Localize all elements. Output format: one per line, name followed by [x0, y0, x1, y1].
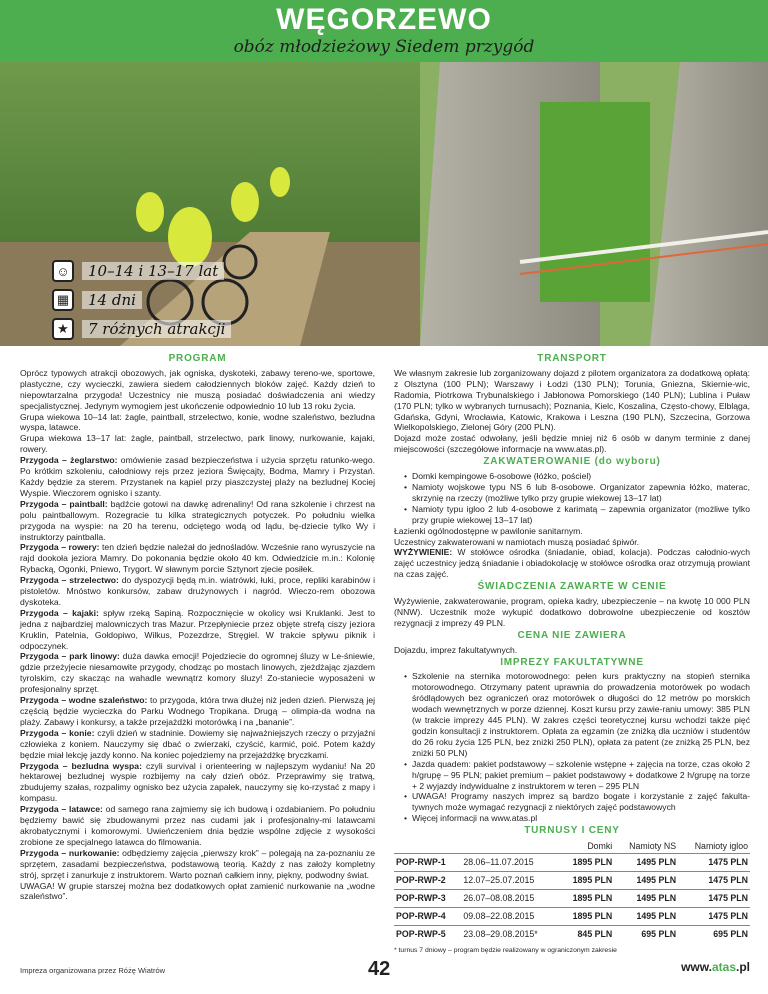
list-item: • Domki kempingowe 6-osobowe (łóżko, pościel) — [404, 471, 750, 482]
program-item-label: Przygoda – żeglarstwo: — [20, 455, 118, 466]
fact-duration-text: 14 dni — [82, 291, 142, 309]
program-item-text: duża dawka emocji! Pojedziecie do ogromnej śluzy w Le-śniewie, gdzie przeżyjecie niesamowite przygody, chodząc po mostach linowych, zjeżdżając zjazdem tyrolskim, czy skacząc na wahadle wewnątrz komory śluzy! Zo-staniecie wyposażeni w profesjonalny sprzęt. — [20, 651, 376, 695]
program-item-label: Przygoda – kajaki: — [20, 607, 99, 618]
turns-table — [394, 840, 750, 942]
excluded-heading: CENA NIE ZAWIERA — [517, 629, 627, 641]
table-row — [394, 889, 750, 907]
program-item-label: Przygoda – paintball: — [20, 498, 108, 509]
table-header-row — [394, 840, 750, 853]
included-heading: ŚWIADCZENIA ZAWARTE W CENIE — [477, 581, 667, 593]
program-group-younger: Grupa wiekowa 10–14 lat: żagle, paintball, strzelectwo, konie, wodne szaleństwo, bezludna wyspa, latawce. — [20, 411, 375, 433]
list-item: • Namioty typu igloo 2 lub 4-osobowe z karimatą – zapewnia organizator (możliwe tylko przy grupie wiekowej 13–17 lat) — [404, 504, 750, 526]
program-item — [20, 608, 375, 652]
program-item — [20, 455, 375, 499]
turn-dates: 23.08–29.08.2015* — [461, 925, 559, 942]
turn-code: POP-RWP-4 — [394, 907, 461, 925]
included-text: Wyżywienie, zakwaterowanie, program, opieka kadry, ubezpieczenie – na kwotę 10 000 PLN (NNW). Uczestnik może wykupić dodatkowo dobrowolne ubezpieczenie od kosztów rezygnacji z imprezy 49 PLN. — [394, 596, 750, 628]
page-subtitle: obóz młodzieżowy Siedem przygód — [233, 37, 535, 57]
program-intro: Oprócz typowych atrakcji obozowych, jak ogniska, dyskoteki, zabawy tereno-we, sportowe, plastyczne, czy wycieczki, zawiera siedem całodziennych bloków zajęć. Każdy dzień to niepowtarzalna przygoda! Uczestnicy nie muszą posiadać doświadczenia ani wiedzy specjalistycznej. Jedynym wymogiem jest ukończenie odpowiednio 10 lub 13 roku życia. — [20, 367, 375, 411]
program-item-text: to przygoda, która trwa dłużej niż jeden dzień. Pierwszą jej częścią będzie wycieczka do Parku Wodnego Tropikana. Drugą – olimpia-da wodna na plaży. Zabawy i konkursy, a także przejażdżki motorówką i na „bananie”. — [20, 695, 376, 727]
program-item-label: Przygoda – wodne szaleństwo: — [20, 695, 148, 706]
program-item-text: odbędziemy zajęcia „pierwszy krok” – polegają na za-poznaniu ze sprzętem, zasadami bezpieczeństwa, podstawową teorią. Każdy z nas założy kompletny strój, sprzęt i zanurkuje z instruktorem. Warto poznań całkiem inny, piękny, podwodny świat. — [20, 847, 375, 880]
turn-code: POP-RWP-1 — [394, 853, 461, 871]
price-ns: 1495 PLN — [614, 907, 678, 925]
table-row — [394, 925, 750, 942]
list-item: • UWAGA! Programy naszych imprez są bardzo bogate i korzystanie z zajęć fakulta-tywnych może wymagać rezygnacji z niektórych zajęć podstawowych — [404, 791, 750, 813]
program-item-text: czyli survival i orienteering w najlepszym wydaniu! Na 20 hektarowej bezludnej wyspie rozbijemy na cały dzień obóz. Przeprawimy się tratwą, zbudujemy szałas, rozpalimy ognisko bez użycia zapałek, nauczymy się ko-rzystać z mapy i kompasu. — [20, 760, 376, 804]
program-item-label: Przygoda – bezludna wyspa: — [20, 760, 142, 771]
program-heading: PROGRAM — [168, 353, 227, 364]
price-domki: 1895 PLN — [560, 871, 615, 889]
program-item-label: Przygoda – nurkowanie: — [20, 847, 120, 858]
col-domki: Domki — [587, 841, 613, 852]
food-text: W stołówce ośrodka (śniadanie, obiad, kolacja). Podczas całodnio-wych zajęć uczestnicy jedzą śniadanie i obiadokolację w stołówce ośrodka oraz otrzymują prowiant na czas zajęć. — [394, 547, 750, 580]
food-info — [394, 547, 750, 580]
fact-duration — [52, 287, 231, 313]
program-item-label: Przygoda – rowery: — [20, 542, 100, 553]
turn-code: POP-RWP-3 — [394, 889, 461, 907]
turn-dates: 28.06–11.07.2015 — [461, 853, 559, 871]
accommodation-bathrooms: Łazienki ogólnodostępne w pawilonie sanitarnym. — [394, 525, 583, 536]
program-item-label: Przygoda – strzelectwo: — [20, 575, 119, 586]
website-link[interactable] — [681, 960, 750, 974]
price-ns: 1495 PLN — [614, 871, 678, 889]
star-icon: ★ — [52, 318, 74, 340]
program-item — [20, 575, 375, 608]
price-domki: 845 PLN — [560, 925, 615, 942]
price-igloo: 1475 PLN — [678, 871, 750, 889]
transport-note: Dojazd może zostać odwołany, jeśli będzie mniej niż 6 osób w danym terminie z danej miejscowości (szczegółowe informacje na www.atas.pl). — [394, 433, 750, 455]
accommodation-list — [394, 471, 750, 526]
program-item-text: bądźcie gotowi na dawkę adrenaliny! Od rana szkolenie i chrzest na polu paintballowym. Rozegracie tu kilka strategicznych potyczek. Po południu wielka przygoda na wyspie: na 20 ha terenu, odciętego wodą od lądu, bę-dziecie tylko Wy i instruktorzy paintballa. — [20, 498, 375, 542]
list-item: • Jazda quadem: pakiet podstawowy – szkolenie wstępne + zajęcia na torze, czas około 2 h/grupę – 95 PLN; pakiet premium – pakiet podstawowy + dodatkowe 2 h/grupę na torze + 2 wyjazdy indywidualne z instruktorem w teren – 295 PLN — [404, 759, 750, 792]
program-item — [20, 848, 375, 881]
price-igloo: 1475 PLN — [678, 889, 750, 907]
food-label: WYŻYWIENIE: — [394, 547, 453, 558]
price-igloo: 1475 PLN — [678, 907, 750, 925]
price-igloo: 1475 PLN — [678, 853, 750, 871]
excluded-text: Dojazdu, imprez fakultatywnych. — [394, 644, 518, 655]
table-row — [394, 907, 750, 925]
program-item — [20, 761, 375, 805]
program-item-text: do dyspozycji będą m.in. wiatrówki, łuki, proce, repliki karabinów i pistoletów. Mnóstwo konkursów, zabaw drużynowych i nagród. Wieczo-rem obozowa dyskoteka. — [20, 575, 376, 607]
transport-heading: TRANSPORT — [537, 353, 607, 364]
price-domki: 1895 PLN — [560, 853, 615, 871]
program-item — [20, 542, 375, 575]
price-ns: 1495 PLN — [614, 853, 678, 871]
turns-footnote: * turnus 7 dniowy – program będzie realizowany w ograniczonym zakresie — [394, 946, 617, 954]
website-suffix: .pl — [736, 960, 750, 974]
program-item — [20, 499, 375, 543]
program-item-text: ten dzień będzie należał do jednośladów. Wcześnie rano wyruszycie na rajd dookoła jeziora Mamry. Do pokonania będzie około 40 km. Odwiedzicie m.in.: Kolonię Rybacką, Ogonki, Pniewo, Trygort. W sławnym porcie Sztynort zjecie posiłek. — [20, 542, 375, 575]
program-item — [20, 695, 375, 728]
table-row — [394, 853, 750, 871]
fact-age-text: 10–14 i 13–17 lat — [82, 262, 224, 280]
program-item-text: od samego rana zajmiemy się ich budową i ozdabianiem. Po południu będziemy bawić się zbudowanymi przez nas cudami jak i profesjonalny-mi latawcami akrobatycznymi i komorowymi. Uwieńczeniem dnia będzie wspólne zdjęcie z wysokości zrobione ze specjalnego latawca do filmowania. — [20, 804, 375, 847]
fact-attractions-text: 7 różnych atrakcji — [82, 320, 231, 338]
price-domki: 1895 PLN — [560, 889, 615, 907]
fact-age — [52, 258, 231, 284]
list-item: • Szkolenie na sternika motorowodnego: pełen kurs praktyczny na stopień sternika motorowodnego. Otrzymany patent uprawnia do prowadzenia motorówek po wodach śródlądowych bez ograniczeń oraz motorówek o długości do 12 metrów po morskich wodach wewnętrznych w porze dziennej. Koszt kursu przy zawie-raniu umowy: 385 PLN (w trakcie imprezy 445 PLN). W zakres części teoretycznej kursu wchodzi także pięć godzin konsultacji z instruktorem. Opłata za egzamin (ze zniżką dla uczniów i studentów do 26 roku życia 125 PLN, bez zniżki 250 PLN), opłata za patent (ze zniżką 25 PLN, bez zniżki 50 PLN) — [404, 671, 750, 758]
page-number: 42 — [368, 958, 391, 980]
program-column — [20, 352, 375, 902]
price-ns: 1495 PLN — [614, 889, 678, 907]
organizer-note: Impreza organizowana przez Różę Wiatrów — [20, 966, 166, 975]
website-prefix: www. — [681, 960, 712, 974]
table-row — [394, 871, 750, 889]
optional-list — [394, 671, 750, 824]
program-group-older: Grupa wiekowa 13–17 lat: żagle, paintball, strzelectwo, park linowy, nurkowanie, kajaki, rowery. — [20, 433, 375, 455]
accommodation-sleeping-bag: Uczestnicy zakwaterowani w namiotach muszą posiadać śpiwór. — [394, 536, 640, 547]
program-item-label: Przygoda – latawce: — [20, 804, 103, 815]
program-item-text: omówienie zasad bezpieczeństwa i użycia sprzętu ratunko-wego. Po krótkim szkoleniu, całodniowy rejs przez jeziora Święcajty, Bodma, Mamry i Przystań. Każdy będzie za sterem. Przystanek na kąpiel przy piaszczystej plaży na bezludnej Kociej Wyspie. Wieczorem ognisko i szanty. — [20, 455, 376, 498]
website-brand: atas — [711, 960, 736, 974]
price-ns: 695 PLN — [614, 925, 678, 942]
list-item: • Namioty wojskowe typu NS 6 lub 8-osobowe. Organizator zapewnia łóżko, materac, skrzynię na rzeczy (możliwe tylko przy grupie wiekowej 13–17 lat) — [404, 482, 750, 504]
header-banner — [0, 0, 768, 62]
key-facts — [52, 258, 231, 345]
turns-heading: TURNUSY I CENY — [524, 825, 620, 837]
program-item — [20, 651, 375, 695]
program-item-text: spływ rzeką Sapiną. Rozpocznięcie w okolicy wsi Kruklanki. Jest to jedna z najbardziej malowniczych tras Mazur. Przepłyniecie przez objęte strefą ciszy jeziora Kruklin, Patelnia, Gołdopiwo, Wilkus, Pozezdrze, Stręgiel. W trakcie spływu piknik i odpoczynek. — [20, 607, 375, 651]
price-igloo: 695 PLN — [678, 925, 750, 942]
col-igloo: Namioty igloo — [694, 841, 748, 852]
price-domki: 1895 PLN — [560, 907, 615, 925]
optional-heading: IMPREZY FAKULTATYWNE — [500, 656, 644, 668]
calendar-icon: ▦ — [52, 289, 74, 311]
turn-dates: 09.08–22.08.2015 — [461, 907, 559, 925]
col-ns: Namioty NS — [629, 841, 677, 852]
smiley-icon: ☺ — [52, 260, 74, 282]
fact-attractions — [52, 316, 231, 342]
program-item — [20, 728, 375, 761]
program-item-label: Przygoda – park linowy: — [20, 651, 120, 662]
program-note: UWAGA! W grupie starszej można bez dodatkowych opłat zamienić nurkowanie na „wodne szaleństwo”. — [20, 880, 375, 902]
turn-code: POP-RWP-5 — [394, 925, 461, 942]
turn-code: POP-RWP-2 — [394, 871, 461, 889]
page-title: WĘGORZEWO — [276, 3, 492, 36]
list-item: • Więcej informacji na www.atas.pl — [404, 813, 750, 824]
transport-text: We własnym zakresie lub zorganizowany dojazd z pilotem organizatora za dodatkową opłatą: z Olsztyna (100 PLN); Warszawy i Łodzi (130 PLN); Torunia, Gniezna, Skiernie-wic, Radomia, Piotrkowa Trybunalskiego i Jabłonowa Pomorskiego (140 PLN); Lublina i Puław (170 PLN; tylko w wybranych turnusach); Poznania, Kielc, Koszalina, Często-chowy, Elbląga, Gdańska, Gdyni, Wrocławia, Katowic, Krakowa i Leszna (190 PLN), Szczecina, Gorzowa Wielkopolskiego, Zielonej Góry (200 PLN). — [394, 367, 750, 433]
accommodation-heading: ZAKWATEROWANIE (do wyboru) — [483, 456, 661, 468]
turn-dates: 12.07–25.07.2015 — [461, 871, 559, 889]
program-item-text: czyli dzień w stadninie. Dowiemy się najważniejszych rzeczy o przyjaźni człowieka z koniem. Nauczymy się dbać o zwierzaki, czyścić, karmić, poić. Potem każdy będzie miał lekcję jazdy konno. Na koniec pojedziemy na przejażdżkę bryczkami. — [20, 727, 376, 760]
info-column — [394, 352, 750, 956]
program-item-label: Przygoda – konie: — [20, 727, 95, 738]
program-item — [20, 804, 375, 848]
turn-dates: 26.07–08.08.2015 — [461, 889, 559, 907]
